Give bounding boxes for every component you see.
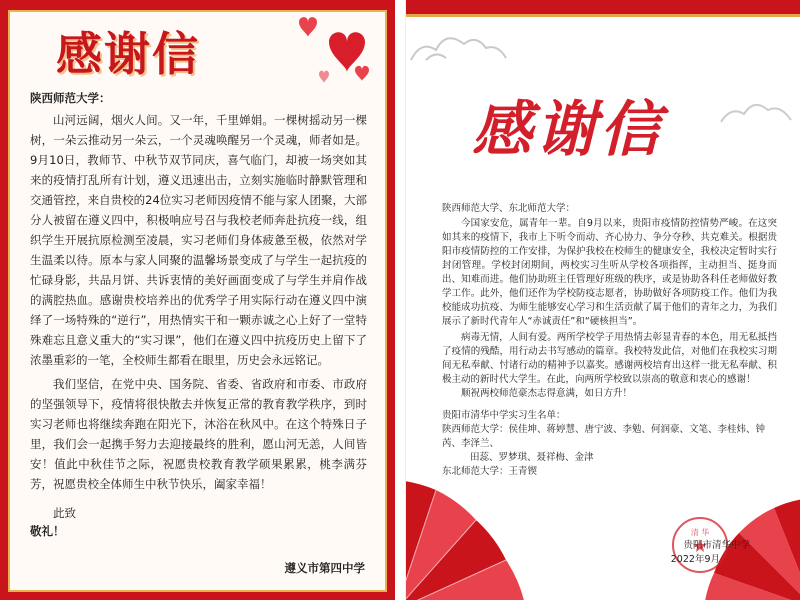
right-letter-greeting: 顺祝两校师范豪杰志得意满，如日方升！ bbox=[461, 388, 633, 399]
right-letter-paragraph-2: 病毒无情，人间有爱。两所学校学子用热情去彰显青春的本色，用无私抵挡了疫情的残酷，用行动去书写感动的篇章。我校特发此信，对他们在我校实习期间无私奉献、忖诸行动的精神予以嘉奖。感谢两校培育出这样一批无私奉献、积极主动的新时代大学生。在此，向两所学校致以崇高的敬意和衷心的感谢！ bbox=[442, 332, 777, 385]
left-letter-signature: 遵义市第四中学 bbox=[284, 561, 365, 575]
right-letter-title: 感谢信 bbox=[472, 95, 664, 165]
intern-list-heading: 贵阳市清华中学实习生名单： bbox=[442, 410, 566, 421]
intern-list-shaanxi-continued: 田蕊、罗梦琪、聂祥梅、金津 bbox=[470, 452, 594, 463]
intern-list-dongbei: 东北师范大学：王青锲 bbox=[442, 466, 538, 477]
right-letter-paragraph-1: 今国家安危，属青年一辈。自9月以来，贵阳市疫情防控情势严峻。在这突如其来的疫情下，我市上下听令而动、齐心协力、争分夺秒、共克难关。根据贵阳市疫情防控的工作安排，为保护我校在校师生的健康安全，我校决定暂时实行封闭管理。学校封闭期间，两校实习生听从学校各项指挥，主动担当、挺身而出、知难而进。他们协助班主任管理好班级的秩序，或是协助各科任老师做好教学工作。此外，他们还作为学校防疫志愿者，协助做好各项防疫工作。他们为我校能成功抗疫、为师生能够安心学习和生活贡献了属于他们的青年之力，为我们展示了新时代青年人“赤诚责任”和“硬核担当”。 bbox=[442, 218, 777, 327]
cloud-decoration-icon bbox=[716, 90, 796, 130]
right-letter-gold-stripe bbox=[406, 14, 800, 17]
red-fan-decoration-icon bbox=[405, 460, 526, 600]
left-letter-closing-1: 此致 bbox=[53, 506, 76, 520]
right-thank-you-letter bbox=[405, 0, 800, 600]
left-letter-paper bbox=[8, 10, 387, 592]
left-letter-title: 感谢信 bbox=[56, 27, 200, 81]
right-letter-signature-date: 2022年9月 bbox=[670, 554, 720, 565]
svg-text:清 华: 清 华 bbox=[690, 528, 710, 537]
left-letter-closing-2: 敬礼！ bbox=[30, 524, 65, 538]
cloud-decoration-icon bbox=[406, 20, 516, 70]
hearts-decoration-icon bbox=[259, 12, 379, 102]
right-letter-signature-school: 贵阳市清华中学 bbox=[683, 540, 750, 551]
right-letter-body bbox=[442, 200, 777, 479]
right-letter-salutation: 陕西师范大学、东北师范大学： bbox=[442, 203, 576, 214]
left-thank-you-letter bbox=[0, 0, 395, 600]
left-letter-salutation: 陕西师范大学： bbox=[30, 91, 111, 105]
left-letter-paragraph-1: 山河远阔，烟火人间。又一年，千里婵娟。一棵树摇动另一棵树，一朵云推动另一朵云，一个灵魂唤醒另一个灵魂，师者如是。9月10日，教师节、中秋节双节同庆，喜气临门，却被一场突如其来的疫情打乱所有计划，遵义迅速出击，立刻实施临时静默管理和交通管控，来自贵校的24位实习老师因疫情不能与家人团聚，大部分人被留在遵义四中，积极响应号召与我校老师奔赴抗疫一线，组织学生开展抗原检测至凌晨，实习老师们身体疲惫至极，依然对学生温柔以待。原本与家人同聚的温馨场景变成了与学生一起抗疫的忙碌身影，共品月饼、共诉衷情的美好画面变成了与学生并肩作战的满腔热血。感谢贵校培养出的优秀学子用实际行动在遵义四中演绎了一场特殊的“逆行”，用热情实干和一颗赤诚之心上好了一堂特殊难忘且意义重大的“实习课”，他们在遵义四中抗疫历史上留下了浓墨重彩的一笔，全校师生都看在眼里，历史会永远铭记。 bbox=[30, 113, 367, 367]
intern-list-shaanxi: 陕西师范大学：侯佳坤、蒋婷慧、唐宁波、李勉、何润豪、文笔、李桂炜、钟芮、李泽兰、 bbox=[442, 424, 766, 449]
right-letter-top-bar bbox=[406, 0, 800, 14]
left-letter-paragraph-2: 我们坚信，在党中央、国务院、省委、省政府和市委、市政府的坚强领导下，疫情将很快散去并恢复正常的教育教学秩序，到时实习老师也将继续奔跑在阳光下，沐浴在秋风中。在这个特殊日子里，我们会一起携手努力去迎接最终的胜利，愿山河无恙，人间皆安！值此中秋佳节之际，祝愿贵校教育教学硕果累累，桃李满芬芳，祝愿贵校全体师生中秋节快乐，阖家幸福！ bbox=[30, 377, 367, 491]
